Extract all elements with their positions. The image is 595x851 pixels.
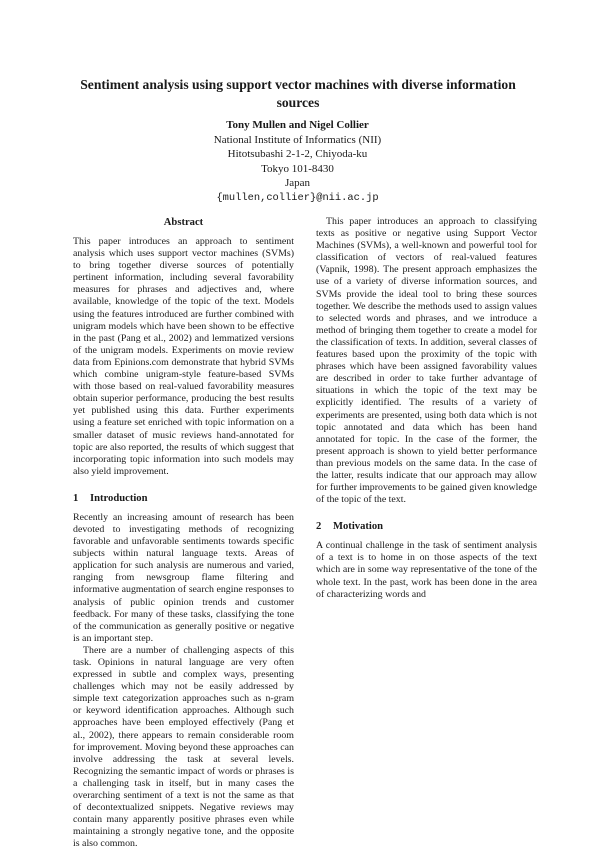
section-heading-motivation bbox=[316, 520, 537, 533]
author-block bbox=[120, 118, 475, 206]
abstract-heading: Abstract bbox=[163, 217, 204, 228]
author-names: Tony Mullen and Nigel Collier bbox=[226, 119, 369, 131]
section-number: 2 bbox=[316, 521, 322, 533]
right-column bbox=[316, 216, 537, 601]
intro-paragraph-3: This paper introduces an approach to classifying texts as positive or negative using Support Vector Machines (SVMs), a well-known and powerful tool for classification of vectors of real-valued features (Vapnik, 1998). The present approach emphasizes the use of a variety of diverse information sources, and SVMs provide the ideal tool to bring these sources together. We describe the methods used to assign values to selected words and phrases, and we introduce a method of bringing them together to create a model for the classification of texts. In addition, several classes of features based upon the proximity of the topic with phrases which have been assigned favorability values are described in order to take further advantage of situations in which the topic of the text may be explicitly identified. The results of a variety of experiments are presented, using both data which is not topic annotated and data which has been hand annotated for topic. In the case of the former, the present approach is shown to yield better performance than previous models on the same data. In the case of the latter, results indicate that our approach may allow for further improvements to be gained given knowledge of the topic of the text. bbox=[316, 216, 537, 506]
intro-paragraph-1: Recently an increasing amount of research has been devoted to investigating methods of recognizing favorable and unfavorable sentiments towards specific subjects within natural language texts. Areas of application for such analysis are numerous and varied, ranging from newsgroup flame filtering and informative augmentation of search engine responses to analysis of public opinion trends and customer feedback. For many of these tasks, classifying the tone of the communication as generally positive or negative is an important step. bbox=[73, 511, 294, 644]
email: {mullen,collier}@nii.ac.jp bbox=[216, 191, 379, 204]
section-number: 1 bbox=[73, 492, 79, 504]
address-line-2: Tokyo 101-8430 bbox=[261, 162, 334, 175]
address-line-1: Hitotsubashi 2-1-2, Chiyoda-ku bbox=[227, 148, 368, 161]
abstract-text: This paper introduces an approach to sentiment analysis which uses support vector machines (SVMs) to bring together diverse sources of potentially pertinent information, including several favorability measures for phrases and adjectives and, where available, knowledge of the topic of the text. Models using the features introduced are further combined with unigram models which have been shown to be effective in the past (Pang et al., 2002) and lemmatized versions of the unigram models. Experiments on movie review data from Epinions.com demonstrate that hybrid SVMs which combine unigram-style feature-based SVMs with those based on real-valued favorability measures obtain superior performance, producing the best results yet published using this data. Further experiments using a feature set enriched with topic information on a smaller dataset of music reviews hand-annotated for topic are also reported, the results of which suggest that incorporating topic information into such models may also yield improvement. bbox=[73, 236, 294, 477]
country: Japan bbox=[284, 177, 311, 190]
section-heading-introduction bbox=[73, 492, 294, 505]
section-title: Motivation bbox=[333, 521, 384, 533]
intro-paragraph-2: There are a number of challenging aspects of this task. Opinions in natural language are very often expressed in subtle and complex ways, presenting challenges which may not be easily addressed by simple text categorization approaches such as n-gram or keyword identification approaches. Although such approaches have been employed effectively (Pang et al., 2002), there appears to remain considerable room for improvement. Moving beyond these approaches can involve addressing the task at several levels. Recognizing the semantic impact of words or phrases is a challenging task in itself, but in many cases the overarching sentiment of a text is not the same as that of decontextualized snippets. Negative reviews may contain many apparently positive phrases even while maintaining a strongly negative tone, and the opposite is also common. bbox=[73, 644, 294, 850]
motivation-paragraph-1: A continual challenge in the task of sentiment analysis of a text is to home in on those aspects of the text which are in some way representative of the tone of the whole text. In the past, work has been done in the area of characterizing words and bbox=[316, 540, 537, 600]
left-column bbox=[73, 216, 294, 851]
paper-title: Sentiment analysis using support vector machines with diverse information sources bbox=[80, 77, 516, 110]
affiliation: National Institute of Informatics (NII) bbox=[213, 133, 382, 146]
section-title: Introduction bbox=[90, 492, 148, 504]
